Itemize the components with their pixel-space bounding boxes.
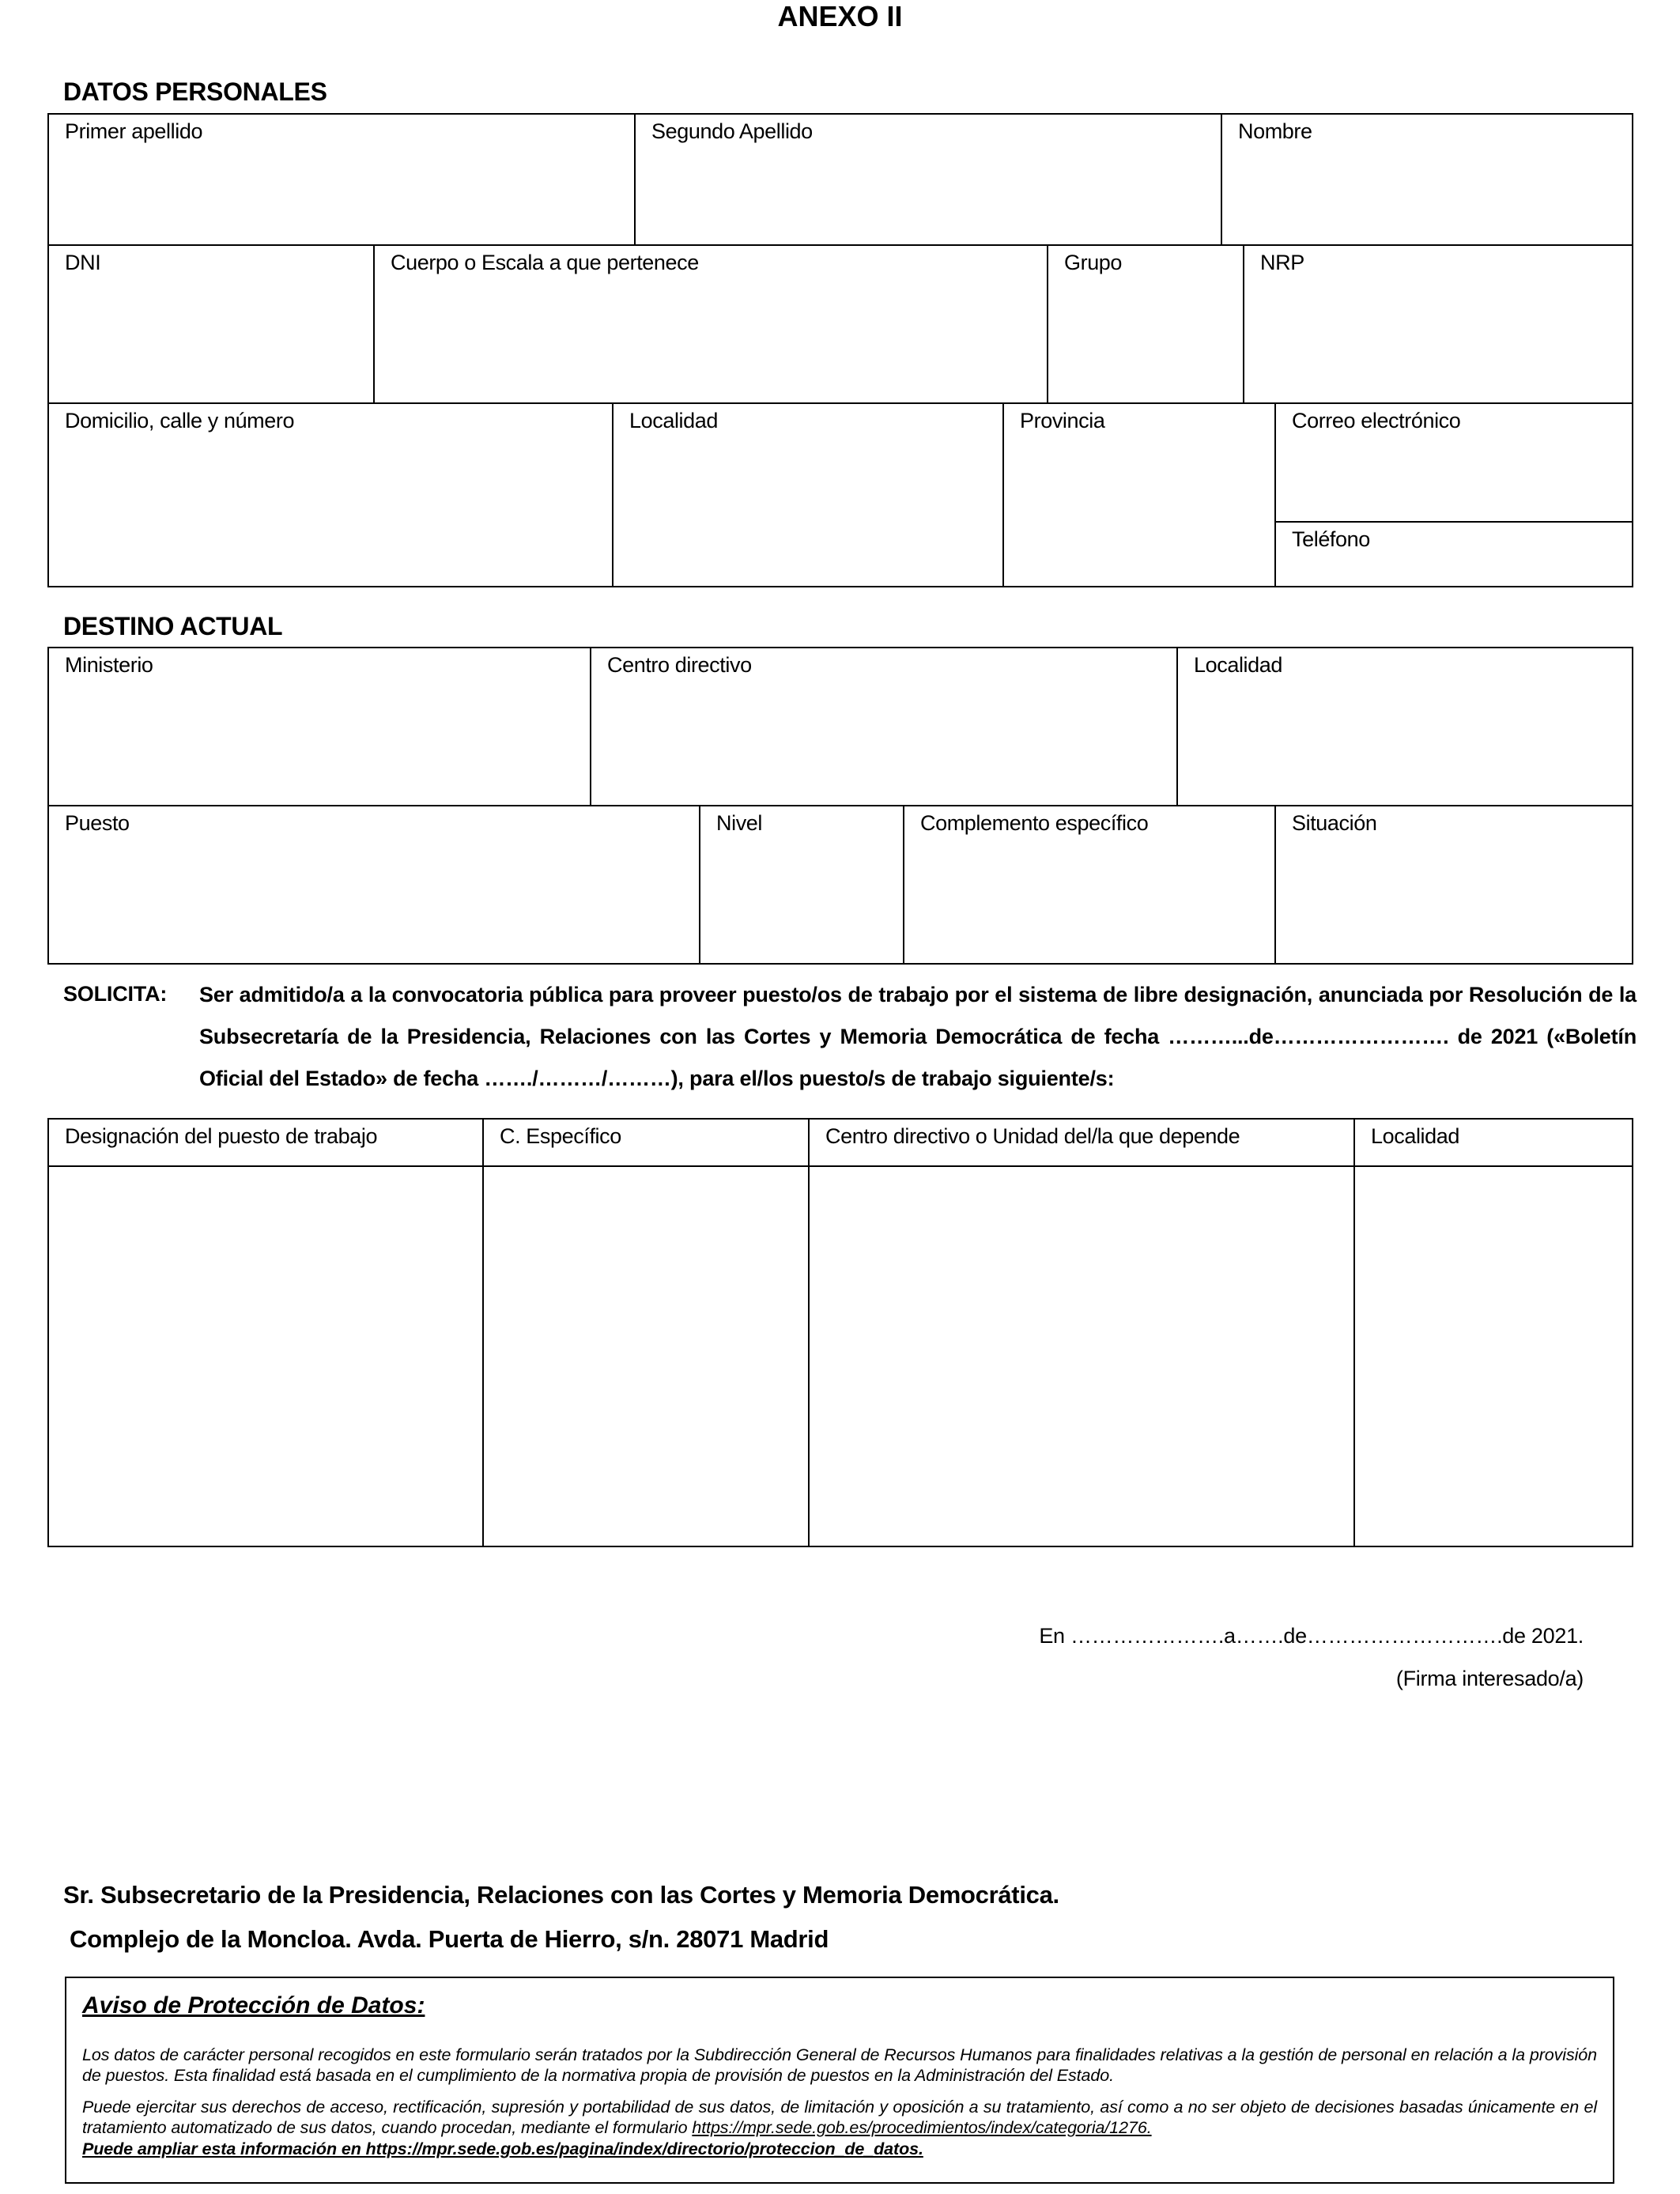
field-label: DNI <box>65 251 101 274</box>
field-label: Localidad <box>629 409 718 432</box>
field-label: Situación <box>1292 811 1377 835</box>
addressee-line-2: Complejo de la Moncloa. Avda. Puerta de Hierro, s/n. 28071 Madrid <box>70 1925 829 1953</box>
table-header-c-especifico <box>484 1120 810 1167</box>
field-localidad[interactable] <box>613 404 1004 586</box>
table-header-designacion <box>49 1120 484 1167</box>
solicita-text: Ser admitido/a a la convocatoria pública para proveer puesto/os de trabajo por el sistema de libre designación, anunciada por Resolución de la Subsecretaría de la Presidencia, Relaciones con las Cortes y Memoria Democrática de fecha ………...de……………………. de 2021 («Boletín Oficial del Estado» de fecha ……./………/………), para el/los puesto/s de trabajo siguiente/s: <box>199 983 1637 1090</box>
table-cell-c-especifico[interactable] <box>484 1167 810 1546</box>
field-primer-apellido[interactable] <box>49 115 636 246</box>
field-cuerpo-escala[interactable] <box>375 246 1048 404</box>
field-label: Centro directivo <box>607 653 752 677</box>
addressee-line-1: Sr. Subsecretario de la Presidencia, Relaciones con las Cortes y Memoria Democrática. <box>63 1881 1059 1909</box>
field-ministerio[interactable] <box>49 648 591 806</box>
field-label: Puesto <box>65 811 130 835</box>
field-label: Complemento específico <box>920 811 1149 835</box>
field-puesto[interactable] <box>49 806 700 963</box>
field-label: Nivel <box>716 811 763 835</box>
privacy-notice-title: Aviso de Protección de Datos: <box>82 1992 425 2018</box>
privacy-notice-box <box>65 1977 1614 2184</box>
table-cell-designacion[interactable] <box>49 1167 484 1546</box>
privacy-link-formulario[interactable]: https://mpr.sede.gob.es/procedimientos/index/categoria/1276. <box>692 2118 1152 2137</box>
section-heading-destino-actual: DESTINO ACTUAL <box>63 612 283 640</box>
field-dni[interactable] <box>49 246 375 404</box>
field-label: Segundo Apellido <box>651 119 813 143</box>
signature-date-line: En ………………….a…….de……………………….de 2021. <box>1039 1624 1584 1648</box>
field-label: Nombre <box>1238 119 1312 143</box>
datos-personales-table <box>47 113 1633 587</box>
privacy-paragraph-2 <box>82 2097 1597 2138</box>
page-title: ANEXO II <box>777 0 903 32</box>
field-segundo-apellido[interactable] <box>636 115 1222 246</box>
field-label: Primer apellido <box>65 119 203 143</box>
field-domicilio[interactable] <box>49 404 613 586</box>
field-telefono[interactable] <box>1276 523 1632 586</box>
field-label: Provincia <box>1020 409 1105 432</box>
field-label: Correo electrónico <box>1292 409 1461 432</box>
field-label: Cuerpo o Escala a que pertenece <box>391 251 699 274</box>
field-centro-directivo[interactable] <box>591 648 1178 806</box>
field-label: Ministerio <box>65 653 153 677</box>
destino-actual-table <box>47 647 1633 965</box>
field-label: Localidad <box>1194 653 1282 677</box>
section-heading-datos-personales: DATOS PERSONALES <box>63 77 327 106</box>
field-label: Teléfono <box>1292 527 1370 551</box>
table-cell-centro-directivo[interactable] <box>810 1167 1355 1546</box>
field-correo-electronico[interactable] <box>1276 404 1632 523</box>
field-nivel[interactable] <box>700 806 904 963</box>
field-label: NRP <box>1260 251 1304 274</box>
field-label: Grupo <box>1064 251 1123 274</box>
field-grupo[interactable] <box>1048 246 1244 404</box>
field-nombre[interactable] <box>1222 115 1632 246</box>
field-situacion[interactable] <box>1276 806 1632 963</box>
field-label: Domicilio, calle y número <box>65 409 295 432</box>
field-complemento-especifico[interactable] <box>904 806 1276 963</box>
table-cell-localidad[interactable] <box>1355 1167 1632 1546</box>
field-nrp[interactable] <box>1244 246 1632 404</box>
puestos-table <box>47 1118 1633 1547</box>
column-header: C. Específico <box>500 1124 621 1148</box>
column-header: Centro directivo o Unidad del/la que depende <box>825 1124 1240 1148</box>
privacy-paragraph-2-text: Puede ejercitar sus derechos de acceso, rectificación, supresión y portabilidad de sus datos, de limitación y oposición a su tratamiento, así como a no ser objeto de decisiones basadas únicamente en el tratamiento automatizado de sus datos, cuando procedan, mediante el formulario <box>82 2098 1597 2137</box>
table-header-localidad <box>1355 1120 1632 1167</box>
privacy-paragraph-1: Los datos de carácter personal recogidos en este formulario serán tratados por la Subdirección General de Recursos Humanos para finalidades relativas a la gestión de personal en relación a la provisión de puestos. Esta finalidad está basada en el cumplimiento de la normativa propia de provisión de puestos en la Administración del Estado. <box>82 2045 1597 2085</box>
solicita-label: SOLICITA: <box>63 982 168 1006</box>
privacy-paragraph-3[interactable]: Puede ampliar esta información en https://mpr.sede.gob.es/pagina/index/directorio/proteccion_de_datos. <box>82 2139 923 2158</box>
field-provincia[interactable] <box>1004 404 1276 586</box>
signature-note: (Firma interesado/a) <box>1395 1667 1584 1690</box>
column-header: Localidad <box>1371 1124 1459 1148</box>
table-header-centro-directivo <box>810 1120 1355 1167</box>
field-destino-localidad[interactable] <box>1178 648 1632 806</box>
column-header: Designación del puesto de trabajo <box>65 1124 378 1148</box>
